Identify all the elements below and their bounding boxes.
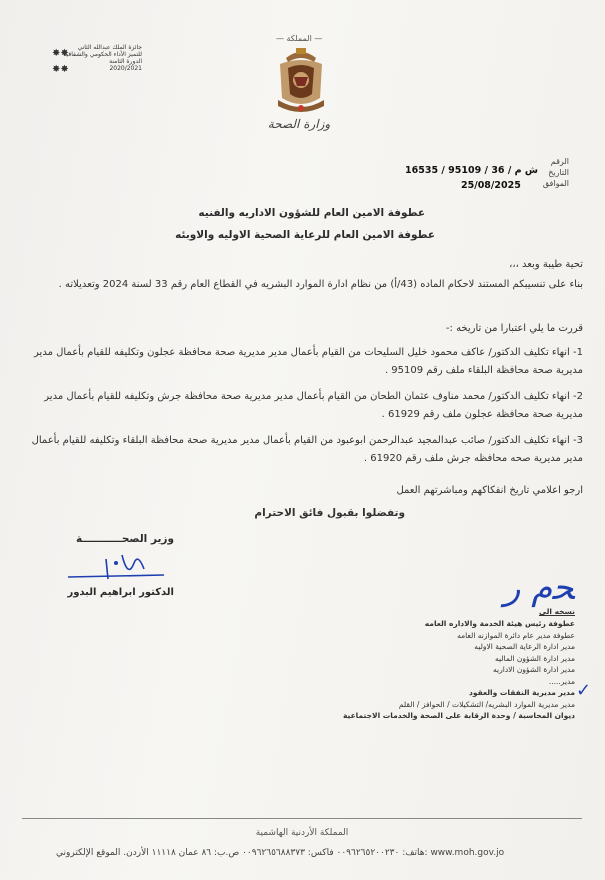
cc-line: مدير ادارة الشؤون الاداريه <box>493 665 575 674</box>
cc-line: عطوفة رئيس هيئة الخدمة والاداره العامه <box>424 619 575 628</box>
signer-name: الدكتور ابراهيم البدور <box>67 587 174 598</box>
decision-line: قررت ما يلي اعتبارا من تاريخه :- <box>445 323 583 334</box>
cc-line: مدير ادارة الشؤون الماليه <box>494 653 575 663</box>
cc-line: مدير مديرية الموارد البشريه/ التشكيلات / الحوافز / القلم <box>398 699 575 709</box>
greeting: تحية طيبة وبعد ،،، <box>509 259 583 270</box>
cc-line: مدير..... <box>548 676 575 686</box>
cc-list <box>275 618 575 722</box>
ministry-top-text: — المملكة — <box>276 34 323 43</box>
cc-line: مدير مديرية النفقات والعقود <box>469 688 575 697</box>
badge-line: جائزة الملك عبدالله الثاني <box>77 44 142 51</box>
addressee-2: عطوفة الامين العام للرعاية الصحية الاوليه والاوبئه <box>175 229 435 241</box>
badge-line: 2020/2021 <box>109 65 142 72</box>
signer-title: وزير الصحـــــــــــة <box>75 533 174 545</box>
cc-line: مدير ادارة الرعاية الصحية الاوليه <box>474 642 575 651</box>
cc-heading: نسخه الى <box>539 607 575 616</box>
item-2: 2- انهاء تكليف الدكتور/ محمد مناوف عثمان الطحان من القيام بأعمال مدير مديرية صحة محافظة جرش وتكليفه للقيام بأعمال مدير مديرية صحة محافظة عجلون ملف رقم 61929 . <box>44 391 583 420</box>
item-1: 1- انهاء تكليف الدكتور/ عاكف محمود خليل السليحات من القيام بأعمال مدير مديرية صحة محافظة عجلون وتكليفه للقيام بأعمال مدير مديرية صحة محافظة البلقاء ملف رقم 95109 . <box>34 347 583 376</box>
footer-country: المملكة الأردنية الهاشمية <box>255 828 349 838</box>
star-icon: ✸✸ <box>52 48 69 59</box>
signature-scribble-icon <box>64 549 174 585</box>
addressee-1: عطوفة الامين العام للشؤون الاداريه والفنيه <box>198 207 425 219</box>
badge-line: الدورة الثامنة <box>109 58 142 65</box>
badge-line: للتميز الأداء الحكومي والشفافية <box>63 51 142 58</box>
jordan-emblem-icon <box>270 44 332 116</box>
label-date: التاريخ <box>548 168 569 177</box>
intro-paragraph: بناء على تنسيبكم المستند لاحكام الماده (43/أ) من نظام ادارة الموارد البشريه في القطاع العام رقم 33 لسنة 2024 وتعديلاته . <box>58 279 583 290</box>
label-number: الرقم <box>550 157 569 166</box>
cc-line: ديوان المحاسبة / وحدة الرقابة على الصحة والخدمات الاجتماعية <box>342 711 575 720</box>
checkmark-icon: ✓ <box>576 680 592 701</box>
label-hijri: الموافق <box>542 179 569 188</box>
request-line: ارجو اعلامي تاريخ انفكاكهم ومباشرتهم العمل <box>396 485 583 496</box>
signature-block <box>24 533 174 598</box>
footer-divider <box>22 818 582 819</box>
letter-date: 25/08/2025 <box>461 180 521 191</box>
item-3: 3- انهاء تكليف الدكتور/ صائب عبدالمجيد عبدالرحمن ابوعبود من القيام بأعمال مدير مديرية صحة محافظة البلقاء وتكليفه للقيام بأعمال مدير مديرية صحه محافظه جرش ملف رقم 61920 . <box>31 435 583 464</box>
closing-line: وتفضلوا بقبول فائق الاحترام <box>254 507 405 519</box>
footer-contact: www.moh.gov.jo :هاتف: ٠٠٩٦٢٦٥٢٠٠٢٣٠ فاكس: ٠٠٩٦٢٦٥٦٨٨٣٧٣ ص.ب: ٨٦ عمان ١١١١٨ الأردن. الموقع الإلكتروني <box>56 848 505 858</box>
meta-values <box>405 163 538 193</box>
reference-number: ش م / 36 / 95109 / 16535 <box>405 165 539 176</box>
ministry-name: وزارة الصحة <box>267 117 331 131</box>
award-badge <box>52 44 142 94</box>
star-icon: ✸✸ <box>52 64 69 75</box>
handwritten-initials-icon: ﺤم ر <box>504 568 575 608</box>
cc-line: عطوفة مدير عام دائرة الموازنه العامه <box>457 630 575 640</box>
